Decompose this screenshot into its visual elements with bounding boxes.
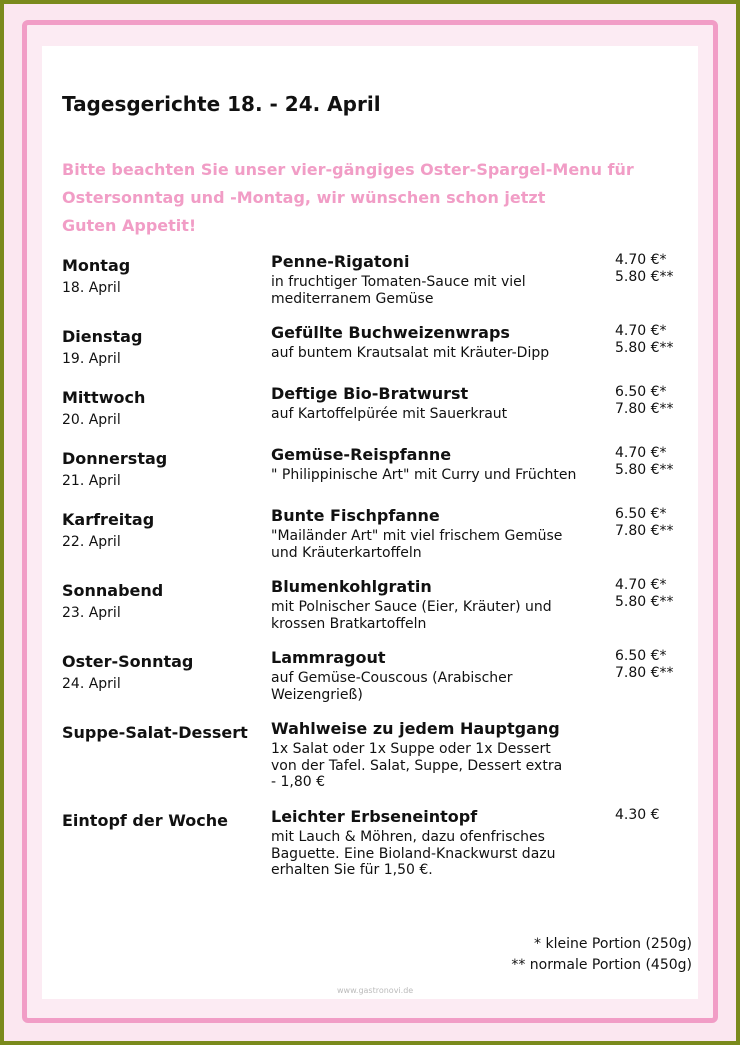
notice-line: Ostersonntag und -Montag, wir wünschen schon jetzt <box>62 188 546 207</box>
price-block <box>615 252 674 285</box>
dish-name: Gemüse-Reispfanne <box>271 445 452 464</box>
day-date: 18. April <box>62 280 121 296</box>
price-block <box>615 323 674 356</box>
dish-description <box>271 274 601 307</box>
description-line: Weizengrieß) <box>271 686 363 703</box>
day-name: Montag <box>62 256 131 275</box>
price-normal: 5.80 €** <box>615 593 674 610</box>
day-name: Mittwoch <box>62 388 146 407</box>
price-small: 4.70 €* <box>615 577 667 593</box>
price-normal: 5.80 €** <box>615 268 674 285</box>
dish-description <box>271 406 601 423</box>
description-line: mit Polnischer Sauce (Eier, Kräuter) und <box>271 599 552 615</box>
description-line: " Philippinische Art" mit Curry und Früchten <box>271 467 577 483</box>
day-name: Karfreitag <box>62 510 155 529</box>
page-title: Tagesgerichte 18. - 24. April <box>62 92 381 116</box>
dish-description <box>271 345 601 362</box>
day-name: Oster-Sonntag <box>62 652 194 671</box>
price-small: 4.70 €* <box>615 252 667 268</box>
dish-description <box>271 670 601 703</box>
day-name: Eintopf der Woche <box>62 811 228 830</box>
price-normal: 5.80 €** <box>615 461 674 478</box>
dish-name: Leichter Erbseneintopf <box>271 807 478 826</box>
dish-name: Blumenkohlgratin <box>271 577 432 596</box>
day-date: 22. April <box>62 534 121 550</box>
description-line: in fruchtiger Tomaten-Sauce mit viel <box>271 274 526 290</box>
dish-description <box>271 829 601 879</box>
price-small: 4.70 €* <box>615 323 667 339</box>
price-normal: 7.80 €** <box>615 400 674 417</box>
description-line: mit Lauch & Möhren, dazu ofenfrisches <box>271 829 545 845</box>
price-small: 6.50 €* <box>615 648 667 664</box>
description-line: und Kräuterkartoffeln <box>271 544 422 561</box>
day-name: Suppe-Salat-Dessert <box>62 723 248 742</box>
price-block <box>615 807 660 824</box>
dish-name: Deftige Bio-Bratwurst <box>271 384 469 403</box>
description-line: 1x Salat oder 1x Suppe oder 1x Dessert <box>271 741 551 757</box>
price-block <box>615 445 674 478</box>
dish-description <box>271 528 601 561</box>
price-normal: 7.80 €** <box>615 664 674 681</box>
description-line: Baguette. Eine Bioland-Knackwurst dazu <box>271 845 556 862</box>
price-block <box>615 506 674 539</box>
description-line: erhalten Sie für 1,50 €. <box>271 862 433 878</box>
credit-text: www.gastronovi.de <box>337 986 414 995</box>
price-block <box>615 577 674 610</box>
price-small: 6.50 €* <box>615 384 667 400</box>
legend-small-portion: * kleine Portion (250g) <box>534 936 692 952</box>
price-small: 4.70 €* <box>615 445 667 461</box>
legend-normal-portion: ** normale Portion (450g) <box>511 956 692 973</box>
dish-name: Gefüllte Buchweizenwraps <box>271 323 510 342</box>
price-normal: 5.80 €** <box>615 339 674 356</box>
day-date: 20. April <box>62 412 121 428</box>
description-line: mediterranem Gemüse <box>271 290 434 307</box>
portion-legend <box>511 934 692 975</box>
dish-name: Wahlweise zu jedem Hauptgang <box>271 719 560 738</box>
description-line: - 1,80 € <box>271 774 326 790</box>
description-line: von der Tafel. Salat, Suppe, Dessert extra <box>271 757 563 774</box>
day-date: 21. April <box>62 473 121 489</box>
easter-notice <box>62 156 702 240</box>
day-name: Donnerstag <box>62 449 168 468</box>
notice-line: Guten Appetit! <box>62 216 197 235</box>
description-line: krossen Bratkartoffeln <box>271 615 427 632</box>
day-date: 19. April <box>62 351 121 367</box>
dish-description <box>271 741 601 791</box>
dish-description <box>271 599 601 632</box>
dish-description <box>271 467 601 484</box>
day-date: 23. April <box>62 605 121 621</box>
dish-name: Penne-Rigatoni <box>271 252 410 271</box>
description-line: auf Kartoffelpürée mit Sauerkraut <box>271 406 508 422</box>
price-single: 4.30 € <box>615 807 660 823</box>
price-block <box>615 384 674 417</box>
description-line: "Mailänder Art" mit viel frischem Gemüse <box>271 528 563 544</box>
price-block <box>615 648 674 681</box>
day-name: Sonnabend <box>62 581 164 600</box>
day-date: 24. April <box>62 676 121 692</box>
day-name: Dienstag <box>62 327 143 346</box>
description-line: auf buntem Krautsalat mit Kräuter-Dipp <box>271 345 550 361</box>
price-small: 6.50 €* <box>615 506 667 522</box>
description-line: auf Gemüse-Couscous (Arabischer <box>271 670 513 686</box>
price-normal: 7.80 €** <box>615 522 674 539</box>
notice-line: Bitte beachten Sie unser vier-gängiges Oster-Spargel-Menu für <box>62 160 634 179</box>
dish-name: Bunte Fischpfanne <box>271 506 440 525</box>
dish-name: Lammragout <box>271 648 386 667</box>
